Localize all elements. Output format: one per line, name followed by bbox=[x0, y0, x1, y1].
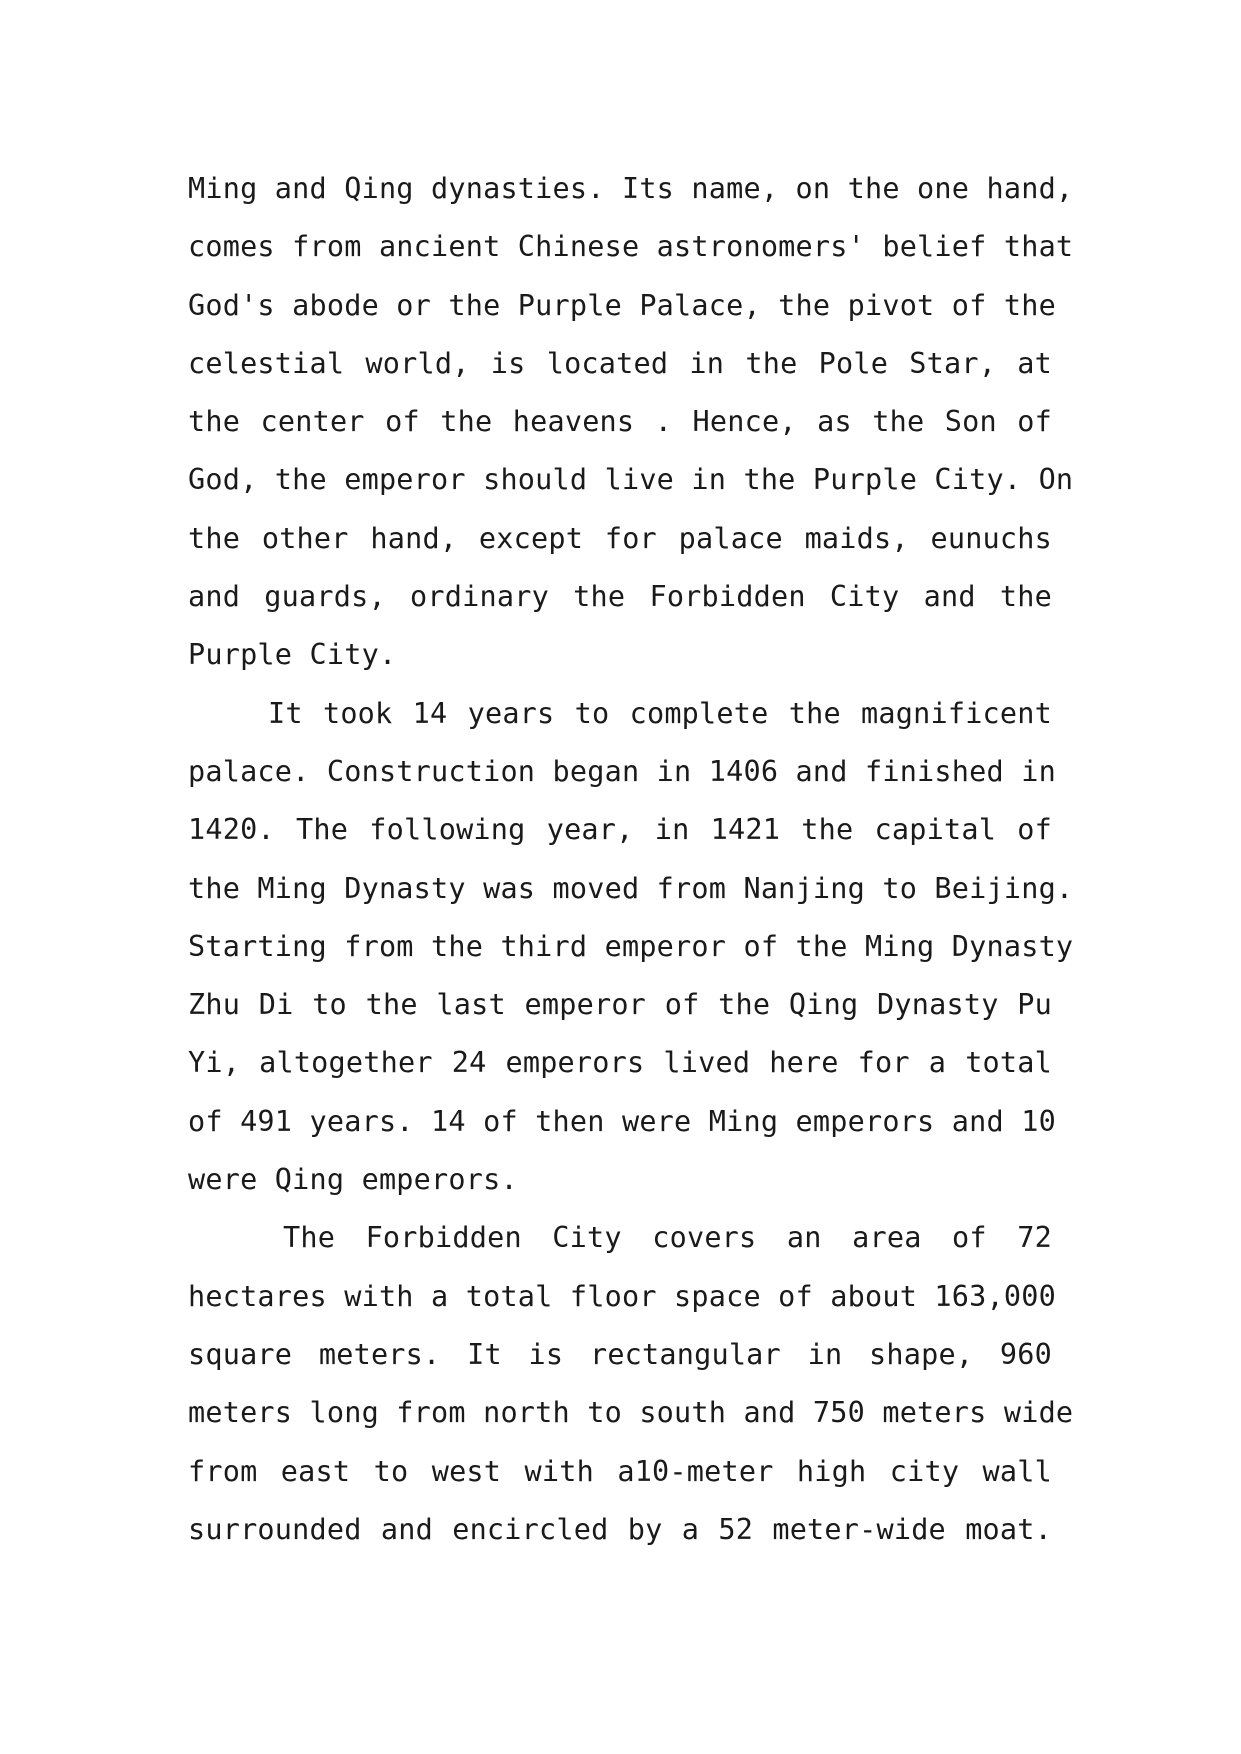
text-line: from east to west with a10-meter high city wall bbox=[188, 1454, 1052, 1488]
text-line: square meters. It is rectangular in shape, 960 bbox=[188, 1337, 1052, 1371]
text-line: were Qing emperors. bbox=[188, 1163, 518, 1197]
text-line: It took 14 years to complete the magnificent bbox=[268, 696, 1052, 730]
text-line: The Forbidden City covers an area of 72 bbox=[283, 1221, 1052, 1255]
text-line: surrounded and encircled by a 52 meter-wide moat. bbox=[188, 1512, 1052, 1546]
text-line: celestial world, is located in the Pole Star, at bbox=[188, 346, 1052, 380]
text-line: Zhu Di to the last emperor of the Qing Dynasty Pu bbox=[188, 988, 1052, 1022]
text-line: Ming and Qing dynasties. Its name, on the one hand, bbox=[188, 172, 1074, 205]
text-line: God, the emperor should live in the Purple City. On bbox=[188, 463, 1074, 497]
text-line: meters long from north to south and 750 meters wide bbox=[188, 1396, 1074, 1430]
text-line: comes from ancient Chinese astronomers' belief that bbox=[188, 230, 1074, 264]
text-line: Purple City. bbox=[188, 638, 397, 672]
paragraph-1 bbox=[188, 160, 1074, 685]
text-line: hectares with a total floor space of about 163,000 bbox=[188, 1279, 1056, 1313]
text-line: God's abode or the Purple Palace, the pivot of the bbox=[188, 288, 1056, 322]
text-line: Starting from the third emperor of the Ming Dynasty bbox=[188, 929, 1074, 963]
text-line: the other hand, except for palace maids, eunuchs bbox=[188, 521, 1052, 555]
body-text bbox=[188, 160, 1074, 1559]
text-line: Yi, altogether 24 emperors lived here for a total bbox=[188, 1046, 1052, 1080]
text-line: palace. Construction began in 1406 and finished in bbox=[188, 754, 1056, 788]
text-line: 1420. The following year, in 1421 the capital of bbox=[188, 813, 1052, 847]
text-line: the Ming Dynasty was moved from Nanjing to Beijing. bbox=[188, 871, 1074, 905]
paragraph-2 bbox=[188, 685, 1074, 1210]
text-line: of 491 years. 14 of then were Ming emperors and 10 bbox=[188, 1104, 1056, 1138]
text-line: and guards, ordinary the Forbidden City and the bbox=[188, 580, 1052, 614]
paragraph-3 bbox=[188, 1209, 1074, 1559]
text-line: the center of the heavens . Hence, as the Son of bbox=[188, 405, 1052, 439]
